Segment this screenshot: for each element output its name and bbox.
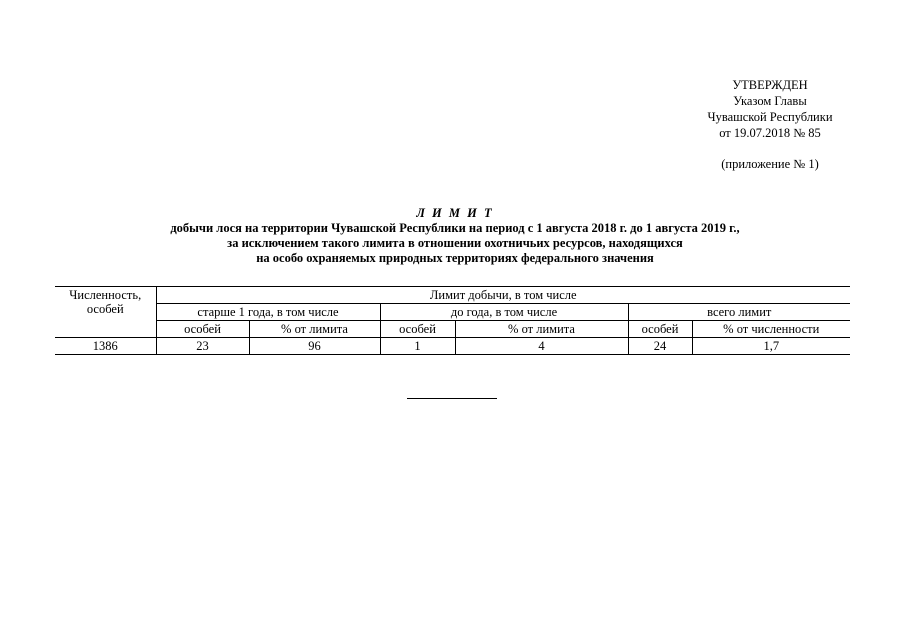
subheader-younger-count: особей [380, 321, 455, 338]
cell-total-count: 24 [628, 338, 692, 355]
appendix-note: (приложение № 1) [721, 157, 819, 171]
heading-line-1: добычи лося на территории Чувашской Республики на период с 1 августа 2018 г. до 1 августа 2019 г., [170, 221, 740, 235]
approval-approved: УТВЕРЖДЕН [732, 78, 808, 92]
cell-younger-count: 1 [380, 338, 455, 355]
cell-older-count: 23 [156, 338, 249, 355]
subheader-younger-percent: % от лимита [455, 321, 628, 338]
approval-date-number: от 19.07.2018 № 85 [719, 126, 821, 140]
document-title: Л И М И Т [416, 206, 494, 220]
table-row [55, 338, 850, 355]
approval-republic: Чувашской Республики [707, 110, 833, 124]
heading-line-3: на особо охраняемых природных территориях федерального значения [256, 251, 654, 265]
header-older-than-year: старше 1 года, в том числе [156, 304, 380, 321]
limit-table [55, 286, 850, 355]
approval-block [690, 77, 850, 172]
subheader-older-count: особей [156, 321, 249, 338]
heading-line-2: за исключением такого лимита в отношении охотничьих ресурсов, находящихся [227, 236, 683, 250]
header-limit-group: Лимит добычи, в том числе [156, 287, 850, 304]
end-divider [407, 398, 497, 399]
subheader-total-count: особей [628, 321, 692, 338]
cell-older-percent: 96 [249, 338, 380, 355]
approval-decree: Указом Главы [733, 94, 807, 108]
cell-total-percent: 1,7 [692, 338, 850, 355]
header-total-limit: всего лимит [628, 304, 850, 321]
subheader-older-percent: % от лимита [249, 321, 380, 338]
cell-younger-percent: 4 [455, 338, 628, 355]
cell-population: 1386 [55, 338, 156, 355]
subheader-total-percent: % от численности [692, 321, 850, 338]
header-population: Численность, особей [55, 287, 156, 338]
header-under-year: до года, в том числе [380, 304, 628, 321]
document-heading [60, 206, 850, 266]
